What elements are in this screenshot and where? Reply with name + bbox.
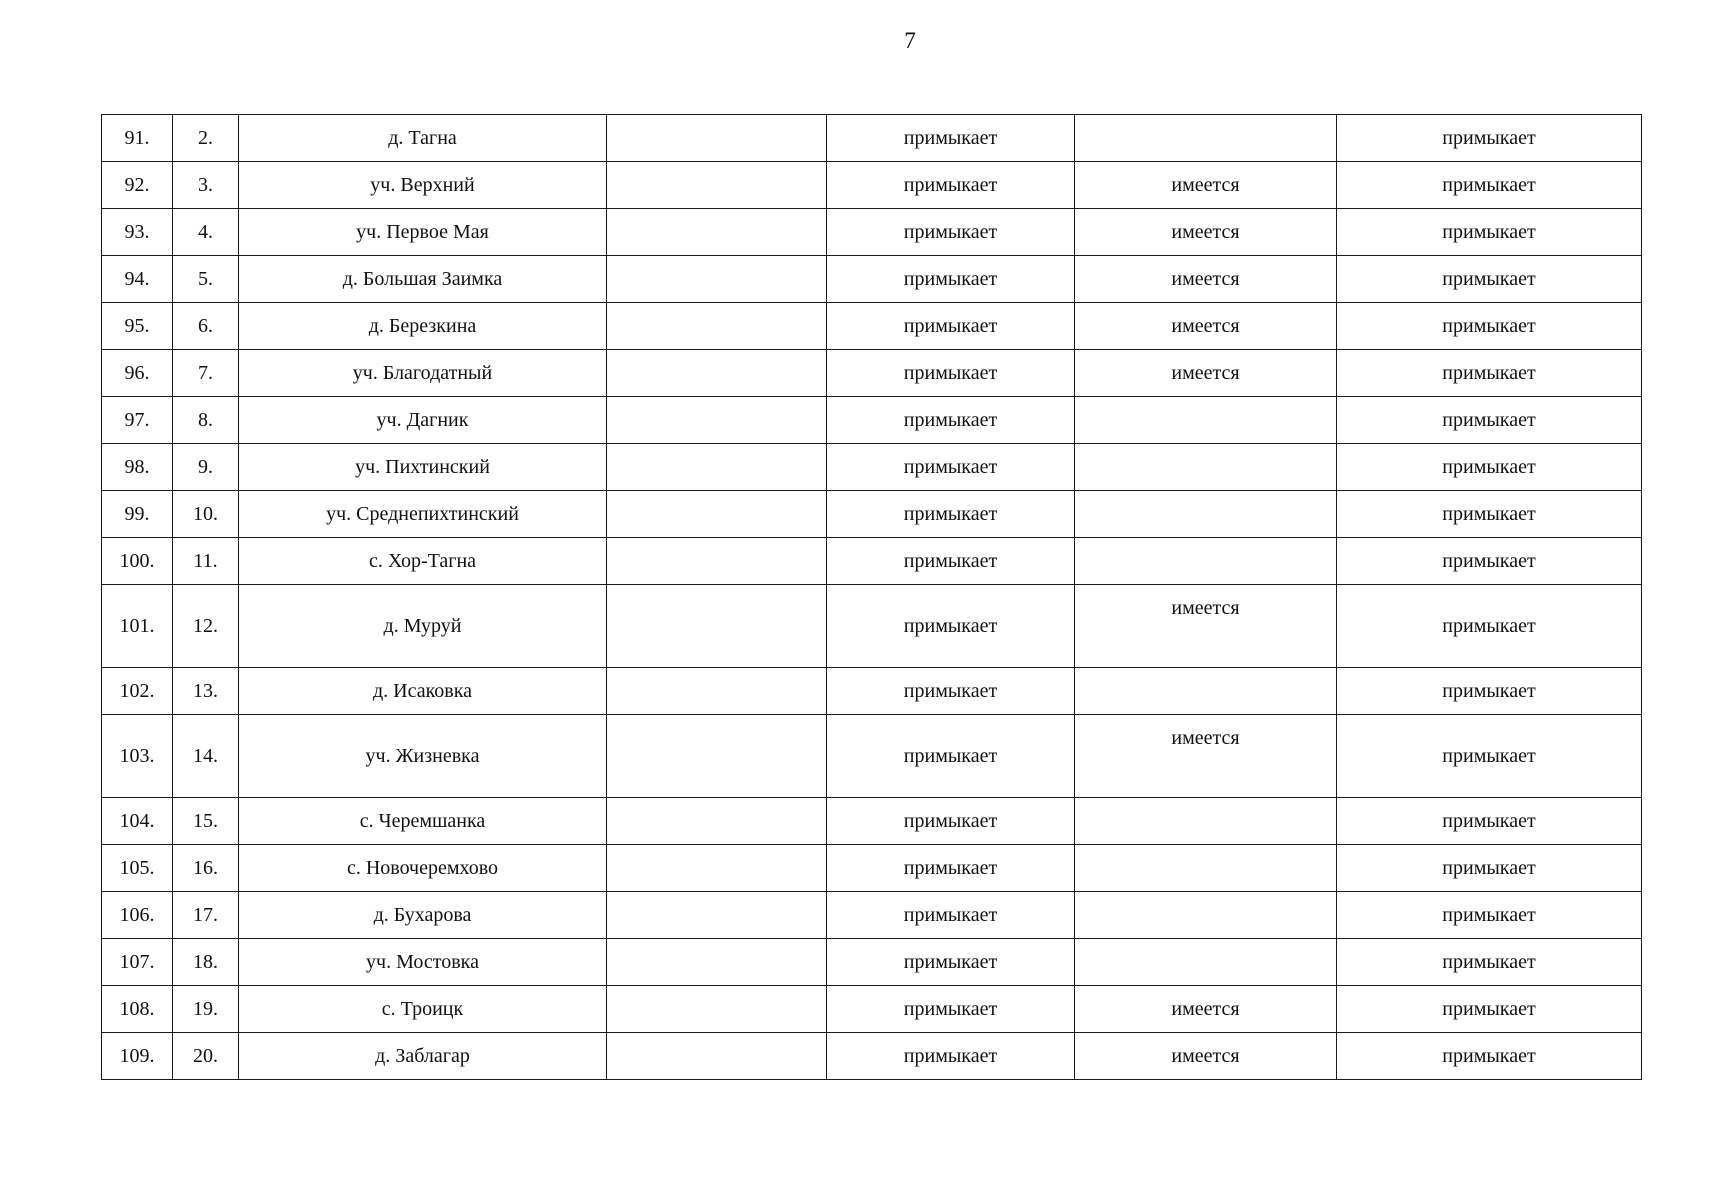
adjacency-2-cell: примыкает: [1337, 1033, 1642, 1080]
row-number-cell: 96.: [102, 350, 173, 397]
table-row: [102, 115, 1642, 162]
availability-cell: [1075, 538, 1337, 585]
empty-column-cell: [607, 209, 827, 256]
adjacency-cell: примыкает: [827, 892, 1075, 939]
availability-cell: [1075, 892, 1337, 939]
empty-column-cell: [607, 585, 827, 668]
availability-cell: [1075, 491, 1337, 538]
row-number-cell: 95.: [102, 303, 173, 350]
row-number-cell: 97.: [102, 397, 173, 444]
adjacency-2-cell: примыкает: [1337, 115, 1642, 162]
table-row: [102, 162, 1642, 209]
row-number-cell: 93.: [102, 209, 173, 256]
sub-number-cell: 9.: [173, 444, 239, 491]
table-row: [102, 892, 1642, 939]
adjacency-2-cell: примыкает: [1337, 256, 1642, 303]
adjacency-2-cell: примыкает: [1337, 538, 1642, 585]
settlement-name-cell: д. Березкина: [239, 303, 607, 350]
settlement-name-cell: с. Хор-Тагна: [239, 538, 607, 585]
table-row: [102, 303, 1642, 350]
table-row: [102, 845, 1642, 892]
adjacency-2-cell: примыкает: [1337, 209, 1642, 256]
adjacency-2-cell: примыкает: [1337, 303, 1642, 350]
table-row: [102, 350, 1642, 397]
settlement-name-cell: д. Исаковка: [239, 668, 607, 715]
adjacency-cell: примыкает: [827, 491, 1075, 538]
table-row: [102, 538, 1642, 585]
adjacency-cell: примыкает: [827, 350, 1075, 397]
settlement-name-cell: д. Муруй: [239, 585, 607, 668]
settlement-name-cell: уч. Благодатный: [239, 350, 607, 397]
empty-column-cell: [607, 1033, 827, 1080]
settlement-name-cell: уч. Первое Мая: [239, 209, 607, 256]
adjacency-2-cell: примыкает: [1337, 939, 1642, 986]
sub-number-cell: 13.: [173, 668, 239, 715]
table-row: [102, 585, 1642, 668]
adjacency-2-cell: примыкает: [1337, 444, 1642, 491]
availability-cell: имеется: [1075, 585, 1337, 668]
adjacency-cell: примыкает: [827, 798, 1075, 845]
settlement-name-cell: уч. Жизневка: [239, 715, 607, 798]
settlement-name-cell: д. Большая Заимка: [239, 256, 607, 303]
row-number-cell: 104.: [102, 798, 173, 845]
sub-number-cell: 14.: [173, 715, 239, 798]
adjacency-2-cell: примыкает: [1337, 798, 1642, 845]
adjacency-cell: примыкает: [827, 585, 1075, 668]
adjacency-cell: примыкает: [827, 444, 1075, 491]
row-number-cell: 107.: [102, 939, 173, 986]
empty-column-cell: [607, 939, 827, 986]
settlement-name-cell: д. Бухарова: [239, 892, 607, 939]
sub-number-cell: 12.: [173, 585, 239, 668]
empty-column-cell: [607, 350, 827, 397]
table-row: [102, 715, 1642, 798]
adjacency-2-cell: примыкает: [1337, 585, 1642, 668]
adjacency-2-cell: примыкает: [1337, 668, 1642, 715]
row-number-cell: 101.: [102, 585, 173, 668]
row-number-cell: 98.: [102, 444, 173, 491]
availability-cell: [1075, 397, 1337, 444]
adjacency-cell: примыкает: [827, 397, 1075, 444]
adjacency-cell: примыкает: [827, 256, 1075, 303]
row-number-cell: 109.: [102, 1033, 173, 1080]
empty-column-cell: [607, 115, 827, 162]
settlement-name-cell: д. Заблагар: [239, 1033, 607, 1080]
table-row: [102, 397, 1642, 444]
sub-number-cell: 6.: [173, 303, 239, 350]
settlements-table: [101, 114, 1642, 1080]
empty-column-cell: [607, 892, 827, 939]
empty-column-cell: [607, 162, 827, 209]
empty-column-cell: [607, 491, 827, 538]
adjacency-cell: примыкает: [827, 939, 1075, 986]
table-row: [102, 1033, 1642, 1080]
adjacency-2-cell: примыкает: [1337, 892, 1642, 939]
adjacency-2-cell: примыкает: [1337, 397, 1642, 444]
availability-cell: имеется: [1075, 1033, 1337, 1080]
row-number-cell: 91.: [102, 115, 173, 162]
adjacency-cell: примыкает: [827, 303, 1075, 350]
sub-number-cell: 7.: [173, 350, 239, 397]
row-number-cell: 100.: [102, 538, 173, 585]
adjacency-cell: примыкает: [827, 538, 1075, 585]
adjacency-cell: примыкает: [827, 209, 1075, 256]
availability-cell: имеется: [1075, 209, 1337, 256]
settlement-name-cell: уч. Дагник: [239, 397, 607, 444]
row-number-cell: 108.: [102, 986, 173, 1033]
settlement-name-cell: с. Новочеремхово: [239, 845, 607, 892]
table-body: [102, 115, 1642, 1080]
settlement-name-cell: с. Черемшанка: [239, 798, 607, 845]
sub-number-cell: 11.: [173, 538, 239, 585]
table-row: [102, 798, 1642, 845]
availability-cell: имеется: [1075, 350, 1337, 397]
adjacency-2-cell: примыкает: [1337, 715, 1642, 798]
empty-column-cell: [607, 303, 827, 350]
adjacency-cell: примыкает: [827, 668, 1075, 715]
availability-cell: имеется: [1075, 303, 1337, 350]
row-number-cell: 103.: [102, 715, 173, 798]
row-number-cell: 92.: [102, 162, 173, 209]
table-row: [102, 444, 1642, 491]
page-number: 7: [904, 28, 916, 53]
table-row: [102, 209, 1642, 256]
availability-cell: [1075, 668, 1337, 715]
sub-number-cell: 8.: [173, 397, 239, 444]
empty-column-cell: [607, 397, 827, 444]
table-row: [102, 939, 1642, 986]
availability-cell: имеется: [1075, 715, 1337, 798]
adjacency-2-cell: примыкает: [1337, 491, 1642, 538]
adjacency-2-cell: примыкает: [1337, 845, 1642, 892]
empty-column-cell: [607, 798, 827, 845]
settlement-name-cell: уч. Мостовка: [239, 939, 607, 986]
empty-column-cell: [607, 444, 827, 491]
adjacency-cell: примыкает: [827, 1033, 1075, 1080]
adjacency-2-cell: примыкает: [1337, 350, 1642, 397]
adjacency-cell: примыкает: [827, 986, 1075, 1033]
row-number-cell: 105.: [102, 845, 173, 892]
settlement-name-cell: д. Тагна: [239, 115, 607, 162]
empty-column-cell: [607, 986, 827, 1033]
availability-cell: [1075, 939, 1337, 986]
table-row: [102, 256, 1642, 303]
empty-column-cell: [607, 668, 827, 715]
sub-number-cell: 17.: [173, 892, 239, 939]
sub-number-cell: 10.: [173, 491, 239, 538]
sub-number-cell: 19.: [173, 986, 239, 1033]
sub-number-cell: 5.: [173, 256, 239, 303]
settlement-name-cell: с. Троицк: [239, 986, 607, 1033]
adjacency-cell: примыкает: [827, 715, 1075, 798]
table-row: [102, 668, 1642, 715]
availability-cell: [1075, 444, 1337, 491]
availability-cell: [1075, 798, 1337, 845]
availability-cell: [1075, 845, 1337, 892]
row-number-cell: 106.: [102, 892, 173, 939]
empty-column-cell: [607, 538, 827, 585]
sub-number-cell: 20.: [173, 1033, 239, 1080]
adjacency-cell: примыкает: [827, 845, 1075, 892]
adjacency-cell: примыкает: [827, 115, 1075, 162]
settlement-name-cell: уч. Среднепихтинский: [239, 491, 607, 538]
table-row: [102, 986, 1642, 1033]
availability-cell: [1075, 115, 1337, 162]
adjacency-2-cell: примыкает: [1337, 162, 1642, 209]
settlement-name-cell: уч. Верхний: [239, 162, 607, 209]
sub-number-cell: 15.: [173, 798, 239, 845]
sub-number-cell: 3.: [173, 162, 239, 209]
sub-number-cell: 4.: [173, 209, 239, 256]
sub-number-cell: 18.: [173, 939, 239, 986]
empty-column-cell: [607, 845, 827, 892]
empty-column-cell: [607, 715, 827, 798]
availability-cell: имеется: [1075, 986, 1337, 1033]
sub-number-cell: 16.: [173, 845, 239, 892]
table-row: [102, 491, 1642, 538]
row-number-cell: 99.: [102, 491, 173, 538]
settlement-name-cell: уч. Пихтинский: [239, 444, 607, 491]
adjacency-cell: примыкает: [827, 162, 1075, 209]
row-number-cell: 102.: [102, 668, 173, 715]
row-number-cell: 94.: [102, 256, 173, 303]
adjacency-2-cell: примыкает: [1337, 986, 1642, 1033]
availability-cell: имеется: [1075, 256, 1337, 303]
sub-number-cell: 2.: [173, 115, 239, 162]
empty-column-cell: [607, 256, 827, 303]
availability-cell: имеется: [1075, 162, 1337, 209]
